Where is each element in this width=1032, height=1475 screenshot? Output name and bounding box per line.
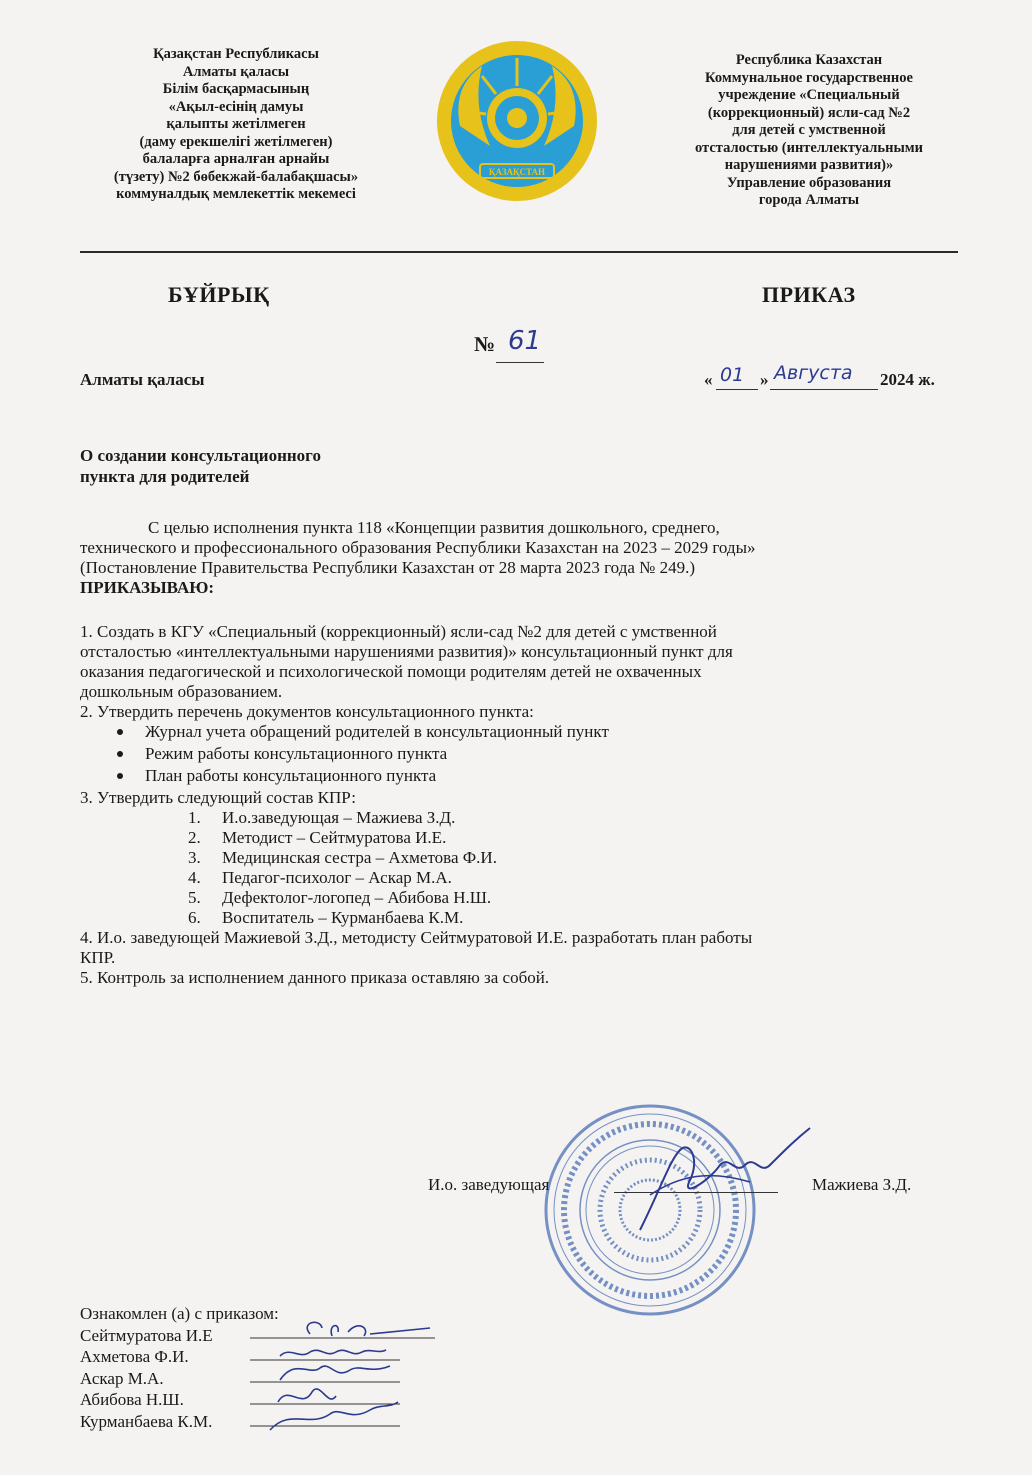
list-number: 2. — [188, 828, 201, 847]
header-divider — [80, 251, 958, 253]
order-number-value: 61 — [508, 326, 542, 356]
list-item: Журнал учета обращений родителей в консультационный пункт — [80, 722, 960, 742]
order-city: Алматы қаласы — [80, 370, 205, 389]
header-ru-line: отсталостью (интеллектуальными — [694, 139, 924, 156]
list-number: 4. — [188, 868, 201, 887]
order-number — [474, 326, 542, 357]
date-month: Августа — [774, 362, 853, 384]
header-ru-line: Управление образования — [726, 174, 892, 191]
list-text: Медицинская сестра – Ахметова Ф.И. — [222, 848, 497, 867]
committee-list — [80, 808, 960, 928]
ack-name: Абибова Н.Ш. — [80, 1390, 184, 1409]
state-emblem-icon — [432, 36, 602, 206]
list-text: И.о.заведующая – Мажиева З.Д. — [222, 808, 456, 827]
list-text: Педагог-психолог – Аскар М.А. — [222, 868, 452, 887]
header-kz — [72, 46, 400, 204]
header-kz-line: қалыпты жетілмеген — [166, 116, 306, 132]
item-4-line: КПР. — [80, 948, 116, 967]
list-text: Дефектолог-логопед – Абибова Н.Ш. — [222, 888, 492, 907]
intro-line: (Постановление Правительства Республики Казахстан от 28 марта 2023 года № 249.) — [80, 558, 696, 577]
item-1-line: 1. Создать в КГУ «Специальный (коррекционный) ясли-сад №2 для детей с умственной — [80, 622, 717, 641]
header-kz-line: Білім басқармасының — [162, 81, 310, 97]
order-date — [704, 362, 948, 394]
order-number-prefix: № — [474, 332, 496, 356]
date-month-underline — [770, 389, 878, 390]
list-item — [80, 828, 960, 848]
ack-name: Аскар М.А. — [80, 1368, 164, 1388]
command-heading: ПРИКАЗЫВАЮ: — [80, 578, 215, 597]
intro-line: С целью исполнения пункта 118 «Концепции развития дошкольного, среднего, — [148, 518, 720, 537]
list-number: 1. — [188, 808, 201, 827]
list-item — [80, 908, 960, 928]
header-ru-line: нарушениями развития)» — [724, 157, 894, 173]
header-ru-line: учреждение «Специальный — [718, 87, 900, 103]
date-open-quote: « — [704, 370, 713, 389]
ack-heading: Ознакомлен (а) с приказом: — [80, 1304, 279, 1323]
header-kz-line: коммуналдық мемлекеттік мекемесі — [116, 186, 356, 202]
emblem-label: ҚАЗАҚСТАН — [488, 167, 546, 177]
header-kz-line: (түзету) №2 бөбекжай-балабақшасы» — [113, 168, 359, 185]
list-item — [80, 888, 960, 908]
header-ru-line: (коррекционный) ясли-сад №2 — [707, 104, 911, 121]
date-year: 2024 ж. — [880, 370, 935, 389]
item-3: 3. Утвердить следующий состав КПР: — [80, 788, 357, 807]
item-1-line: отсталостью «интеллектуальными нарушениями развития)» консультационный пункт для — [80, 642, 733, 661]
list-item — [80, 848, 960, 868]
list-item: Режим работы консультационного пункта — [80, 744, 960, 764]
list-number: 5. — [188, 888, 201, 907]
header-ru-line: Республика Казахстан — [735, 52, 883, 68]
item-1-line: оказания педагогической и психологической помощи родителям детей не охваченных — [80, 662, 702, 681]
list-text: Методист – Сейтмуратова И.Е. — [222, 828, 447, 847]
header-kz-line: Қазақстан Республикасы — [153, 46, 319, 62]
doc-type-kz: БҰЙРЫҚ — [168, 282, 270, 307]
signatory-name: Мажиева З.Д. — [812, 1175, 912, 1194]
header-kz-line: (даму ерекшелігі жетілмеген) — [139, 133, 333, 150]
list-number: 6. — [188, 908, 201, 927]
date-close-quote: » — [760, 370, 769, 389]
ack-name: Сейтмуратова И.Е — [80, 1325, 213, 1345]
header-ru-line: для детей с умственной — [732, 122, 886, 138]
date-day-underline — [716, 389, 758, 390]
header-ru — [650, 52, 968, 210]
subject-line: О создании консультационного — [80, 446, 321, 465]
order-body — [80, 518, 960, 988]
handwritten-signature-icon — [620, 1120, 820, 1240]
item-5: 5. Контроль за исполнением данного приказа оставляю за собой. — [80, 968, 550, 987]
item-1-line: дошкольным образованием. — [80, 682, 283, 701]
ack-name: Курманбаева К.М. — [80, 1411, 213, 1431]
list-item — [80, 808, 960, 828]
date-day: 01 — [720, 364, 745, 386]
doc-type-ru: ПРИКАЗ — [762, 282, 856, 307]
intro-line: технического и профессионального образования Республики Казахстан на 2023 – 2029 годы» — [80, 538, 756, 557]
signatory-title: И.о. заведующая — [428, 1175, 550, 1194]
header-kz-line: балаларға арналған арнайы — [142, 151, 330, 167]
header-kz-line: «Ақыл-есінің дамуы — [168, 98, 304, 115]
header-kz-line: Алматы қаласы — [182, 63, 290, 80]
item-2: 2. Утвердить перечень документов консультационного пункта: — [80, 702, 534, 721]
list-text: Воспитатель – Курманбаева К.М. — [222, 908, 464, 927]
header-ru-line: города Алматы — [758, 192, 860, 208]
list-item — [80, 868, 960, 888]
header-ru-line: Коммунальное государственное — [705, 69, 913, 86]
ack-name: Ахметова Ф.И. — [80, 1347, 189, 1366]
document-list — [80, 722, 960, 786]
order-subject — [80, 445, 321, 487]
subject-line: пункта для родителей — [80, 467, 250, 486]
list-item: План работы консультационного пункта — [80, 766, 960, 786]
order-number-underline — [496, 362, 544, 363]
item-4-line: 4. И.о. заведующей Мажиевой З.Д., методисту Сейтмуратовой И.Е. разработать план работы — [80, 928, 753, 947]
ack-signatures-icon — [240, 1318, 440, 1448]
list-number: 3. — [188, 848, 201, 867]
